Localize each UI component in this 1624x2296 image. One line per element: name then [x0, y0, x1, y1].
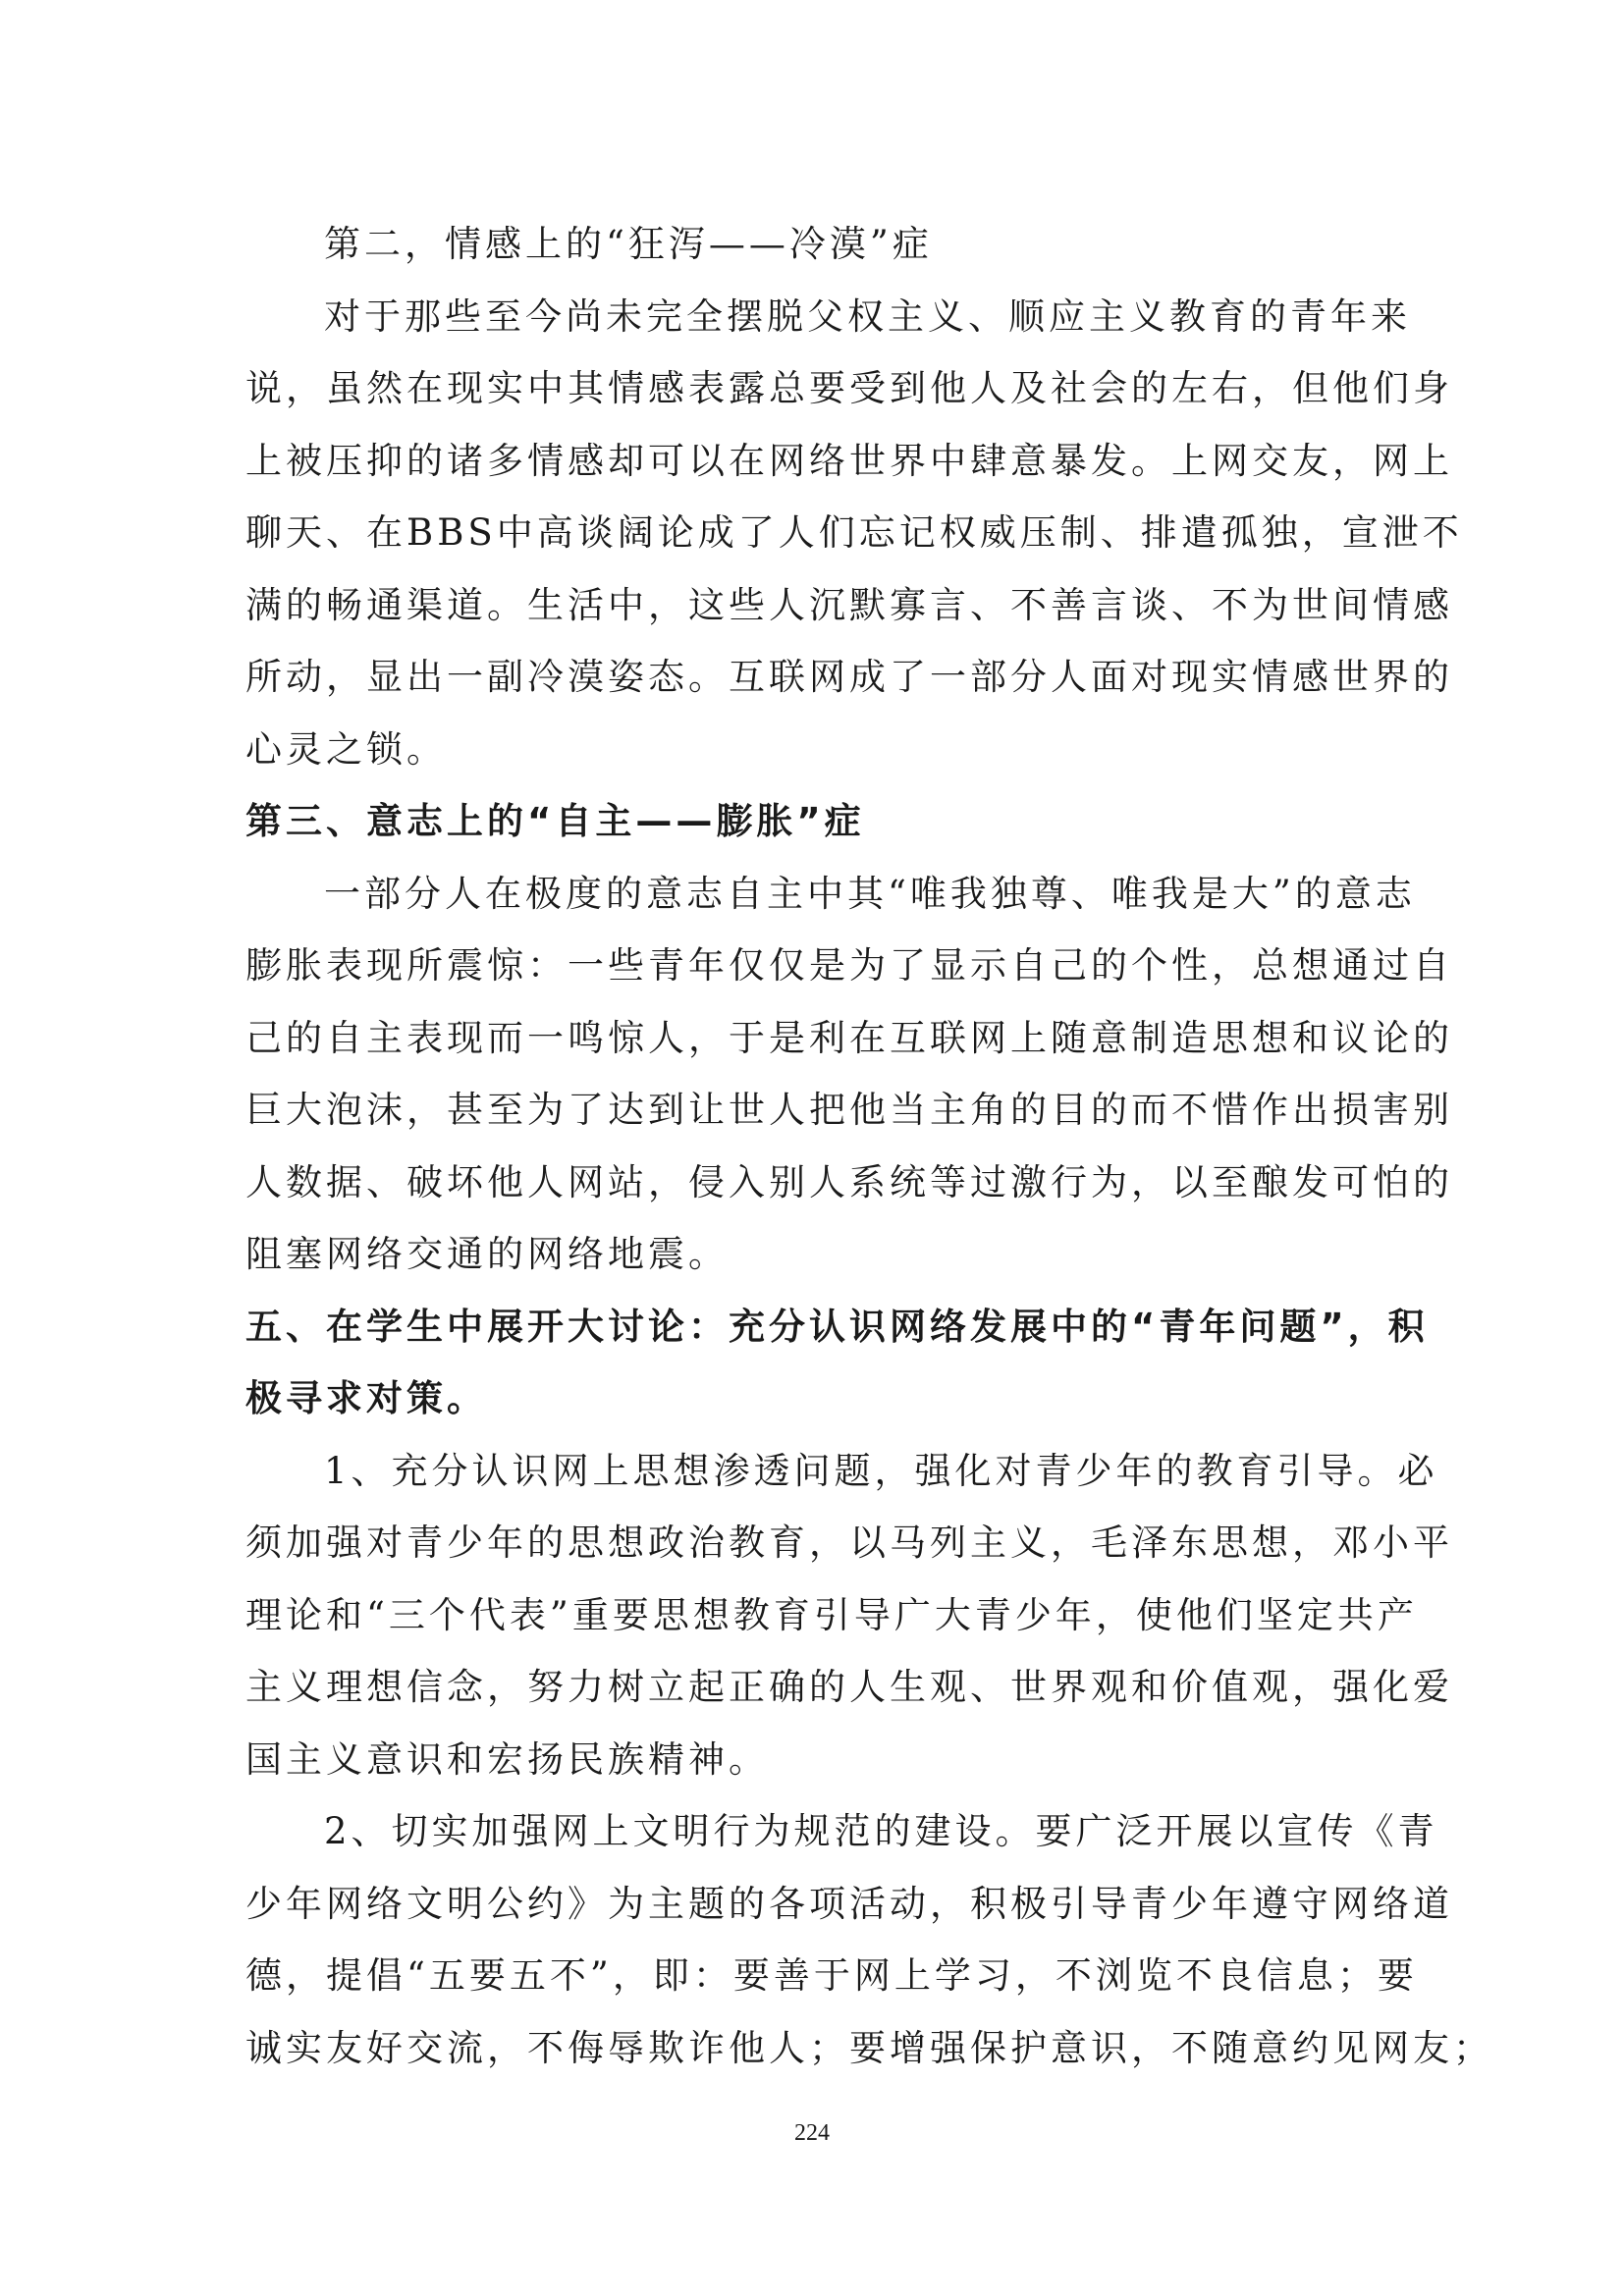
- page-body: [245, 208, 1493, 2084]
- paragraph-line: 对于那些至今尚未完全摆脱父权主义、顺应主义教育的青年来: [324, 294, 1411, 338]
- heading-line: 极寻求对策。: [245, 1377, 487, 1419]
- paragraph-line: 满的畅通渠道。生活中，这些人沉默寡言、不善言谈、不为世间情感: [245, 583, 1453, 626]
- paragraph-will: [245, 858, 1453, 1291]
- paragraph-emotion: [245, 281, 1463, 786]
- paragraph-line: 心灵之锁。: [245, 727, 447, 771]
- paragraph-line: 诚实友好交流，不侮辱欺诈他人；要增强保护意识，不随意约见网友；: [245, 2026, 1493, 2069]
- paragraph-line: 己的自主表现而一鸣惊人，于是利在互联网上随意制造思想和议论的: [245, 1016, 1453, 1059]
- paragraph-line: 说，虽然在现实中其情感表露总要受到他人及社会的左右，但他们身: [245, 367, 1453, 409]
- paragraph-line: 一部分人在极度的意志自主中其“唯我独尊、唯我是大”的意志: [324, 872, 1416, 915]
- paragraph-line: 2、切实加强网上文明行为规范的建设。要广泛开展以宣传《青: [324, 1810, 1438, 1852]
- paragraph-line: 所动，显出一副冷漠姿态。互联网成了一部分人面对现实情感世界的: [245, 656, 1453, 698]
- heading-line: 五、在学生中展开大讨论：充分认识网络发展中的“青年问题”，积: [245, 1305, 1429, 1348]
- section-heading-discussion: [245, 1291, 1429, 1435]
- paragraph-line: 上被压抑的诸多情感却可以在网络世界中肆意暴发。上网交友，网上: [245, 439, 1453, 482]
- paragraph-line: 阻塞网络交通的网络地震。: [245, 1233, 729, 1275]
- paragraph-item-2: [245, 1795, 1493, 2084]
- paragraph-line: 德，提倡“五要五不”，即：要善于网上学习，不浏览不良信息；要: [245, 1954, 1418, 1997]
- paragraph-line: 国主义意识和宏扬民族精神。: [245, 1737, 769, 1781]
- paragraph-line: 巨大泡沫，甚至为了达到让世人把他当主角的目的而不惜作出损害别: [245, 1089, 1453, 1131]
- section-heading-emotion: 第二，情感上的“狂泻——冷漠”症: [324, 223, 933, 265]
- paragraph-line: 少年网络文明公约》为主题的各项活动，积极引导青少年遵守网络道: [245, 1882, 1453, 1925]
- paragraph-line: 人数据、破坏他人网站，侵入别人系统等过激行为，以至酿发可怕的: [245, 1160, 1453, 1203]
- paragraph-line: 须加强对青少年的思想政治教育，以马列主义，毛泽东思想，邓小平: [245, 1522, 1453, 1564]
- paragraph-line: 理论和“三个代表”重要思想教育引导广大青少年，使他们坚定共产: [245, 1593, 1418, 1636]
- paragraph-line: 聊天、在BBS中高谈阔论成了人们忘记权威压制、排遣孤独，宣泄不: [245, 511, 1463, 554]
- paragraph-line: 膨胀表现所震惊：一些青年仅仅是为了显示自己的个性，总想通过自: [245, 944, 1453, 987]
- section-heading-will: 第三、意志上的“自主——膨胀”症: [245, 800, 865, 842]
- paragraph-line: 主义理想信念，努力树立起正确的人生观、世界观和价值观，强化爱: [245, 1666, 1453, 1708]
- page-number: 224: [794, 2120, 830, 2146]
- paragraph-line: 1、充分认识网上思想渗透问题，强化对青少年的教育引导。必: [324, 1449, 1438, 1492]
- paragraph-item-1: [245, 1435, 1453, 1796]
